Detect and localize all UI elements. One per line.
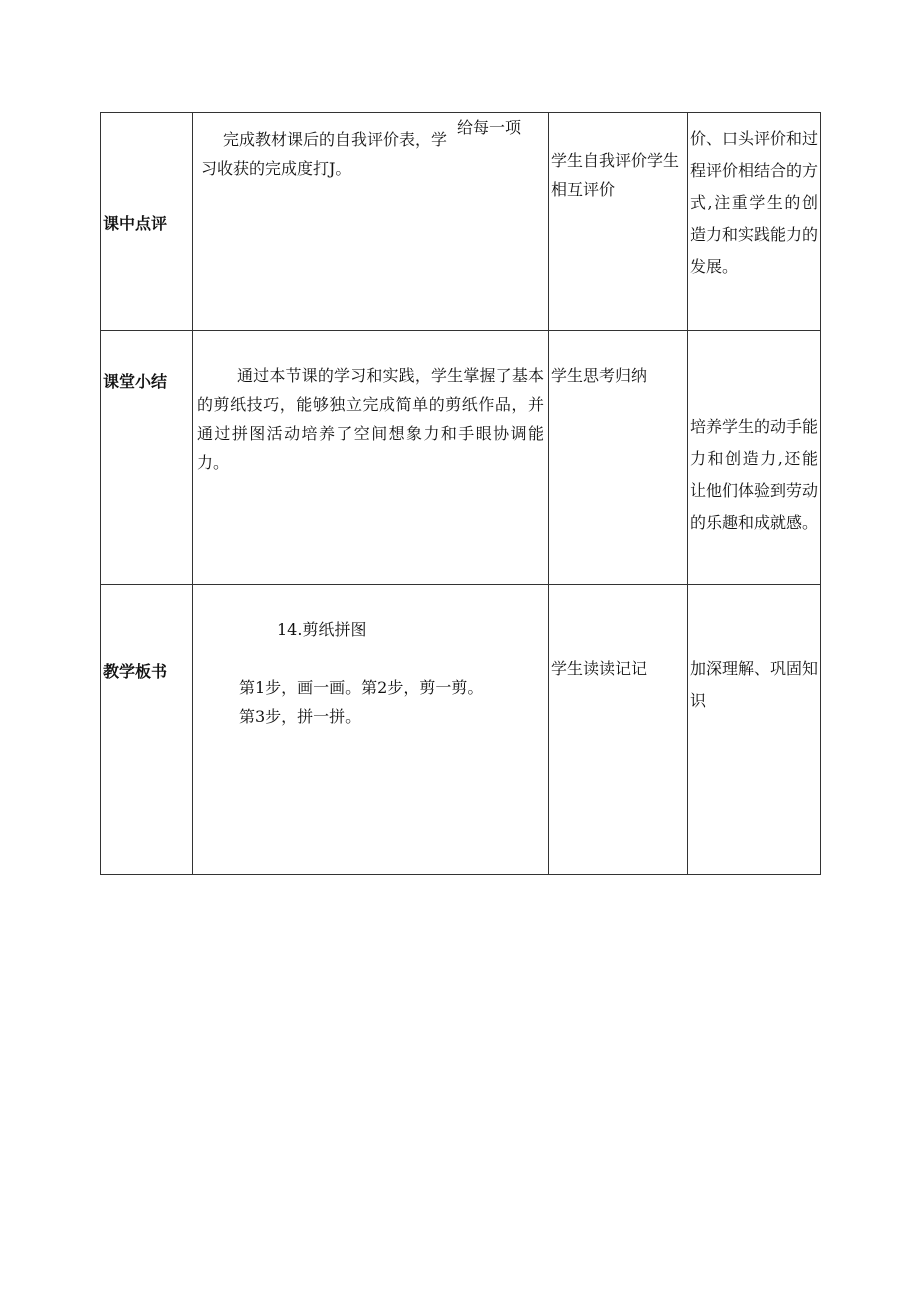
content-cell [193,331,549,585]
student-activity-text: 学生思考归纳 [551,366,648,385]
student-activity-text: 学生自我评价学生相互评价 [551,151,680,199]
blackboard-step: 第3步，拼一拼。 [239,707,362,726]
content-text-line: 习收获的完成度打J。 [201,159,352,178]
row-label: 课堂小结 [103,372,168,391]
student-activity-cell [549,331,688,585]
blackboard-step: 第1步，画一画。第2步，剪一剪。 [239,678,484,697]
student-activity-text: 学生读读记记 [551,659,648,678]
row-label-cell [101,585,193,875]
student-activity-cell [549,585,688,875]
content-paragraph: 通过本节课的学习和实践，学生掌握了基本的剪纸技巧，能够独立完成简单的剪纸作品，并通过拼图活动培养了空间想象力和手眼协调能力。 [197,366,544,472]
content-text-superscript: 给每一项 [457,118,522,137]
student-activity-cell [549,113,688,331]
row-label-cell [101,331,193,585]
table-row-evaluation [101,113,821,331]
purpose-text: 培养学生的动手能力和创造力,还能让他们体验到劳动的乐趣和成就感。 [690,417,819,532]
row-label-cell [101,113,193,331]
purpose-cell [688,331,821,585]
content-cell [193,585,549,875]
content-cell [193,113,549,331]
content-text-line: 完成教材课后的自我评价表，学 [223,130,448,149]
row-label: 教学板书 [103,662,168,681]
purpose-cell [688,585,821,875]
row-label: 课中点评 [103,214,168,233]
purpose-text: 价、口头评价和过程评价相结合的方式,注重学生的创造力和实践能力的发展。 [690,129,819,276]
lesson-plan-table [100,112,821,875]
table-row-blackboard [101,585,821,875]
purpose-text: 加深理解、巩固知识 [690,659,819,710]
blackboard-title: 14.剪纸拼图 [277,620,367,639]
table-row-summary [101,331,821,585]
purpose-cell [688,113,821,331]
